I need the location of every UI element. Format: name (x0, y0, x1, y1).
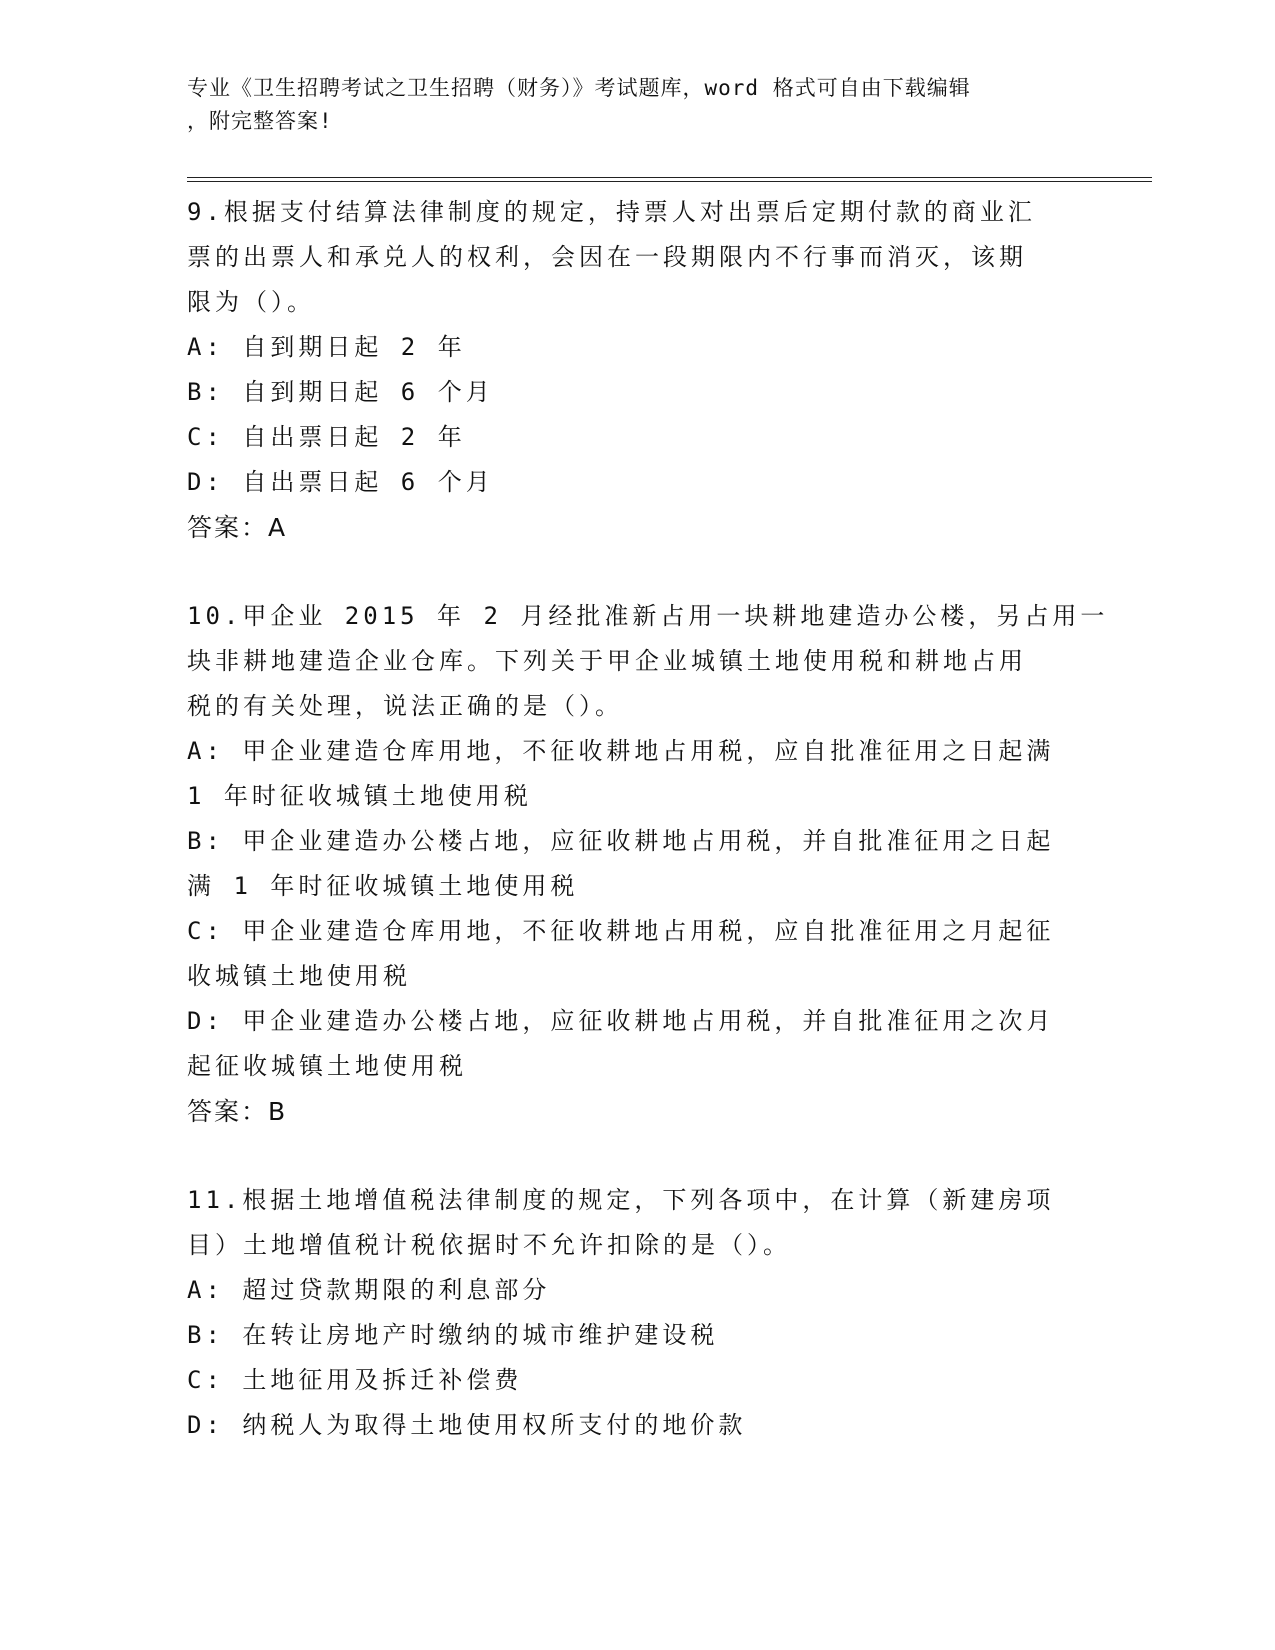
question-stem-line: 税的有关处理，说法正确的是（）。 (187, 692, 623, 720)
option-c: C: 自出票日起 2 年 (187, 423, 466, 451)
option-a: A: 自到期日起 2 年 (187, 333, 466, 361)
option-a-cont: 1 年时征收城镇土地使用税 (187, 782, 532, 810)
header-line-1: 专业《卫生招聘考试之卫生招聘（财务）》考试题库，word 格式可自由下载编辑 (187, 76, 971, 100)
question-11 (187, 1178, 1087, 1448)
option-c: C: 土地征用及拆迁补偿费 (187, 1366, 523, 1394)
option-b: B: 自到期日起 6 个月 (187, 378, 494, 406)
option-d-cont: 起征收城镇土地使用税 (187, 1052, 467, 1080)
answer-label: 答案：A (187, 513, 288, 542)
question-stem-line: 10.甲企业 2015 年 2 月经批准新占用一块耕地建造办公楼，另占用一 (187, 602, 1109, 630)
option-d: D: 甲企业建造办公楼占地，应征收耕地占用税，并自批准征用之次月 (187, 1007, 1055, 1035)
option-d: D: 自出票日起 6 个月 (187, 468, 494, 496)
question-stem-line: 11.根据土地增值税法律制度的规定，下列各项中，在计算（新建房项 (187, 1186, 1055, 1214)
answer-label: 答案：B (187, 1097, 288, 1126)
question-stem-line: 9.根据支付结算法律制度的规定，持票人对出票后定期付款的商业汇 (187, 198, 1036, 226)
option-a: A: 甲企业建造仓库用地，不征收耕地占用税，应自批准征用之日起满 (187, 737, 1055, 765)
question-9 (187, 190, 1087, 550)
option-b: B: 在转让房地产时缴纳的城市维护建设税 (187, 1321, 719, 1349)
question-list (187, 190, 1109, 1492)
question-stem-line: 限为（）。 (187, 288, 315, 316)
option-b-cont: 满 1 年时征收城镇土地使用税 (187, 872, 579, 900)
question-stem-line: 块非耕地建造企业仓库。下列关于甲企业城镇土地使用税和耕地占用 (187, 647, 1027, 675)
question-10 (187, 594, 1109, 1134)
document-header (187, 72, 1067, 138)
header-divider (187, 177, 1152, 182)
option-c-cont: 收城镇土地使用税 (187, 962, 411, 990)
option-d: D: 纳税人为取得土地使用权所支付的地价款 (187, 1411, 747, 1439)
header-line-2: ，附完整答案! (187, 109, 333, 133)
option-c: C: 甲企业建造仓库用地，不征收耕地占用税，应自批准征用之月起征 (187, 917, 1055, 945)
option-b: B: 甲企业建造办公楼占地，应征收耕地占用税，并自批准征用之日起 (187, 827, 1055, 855)
question-stem-line: 票的出票人和承兑人的权利，会因在一段期限内不行事而消灭，该期 (187, 243, 1027, 271)
question-stem-line: 目）土地增值税计税依据时不允许扣除的是（）。 (187, 1231, 791, 1259)
option-a: A: 超过贷款期限的利息部分 (187, 1276, 551, 1304)
